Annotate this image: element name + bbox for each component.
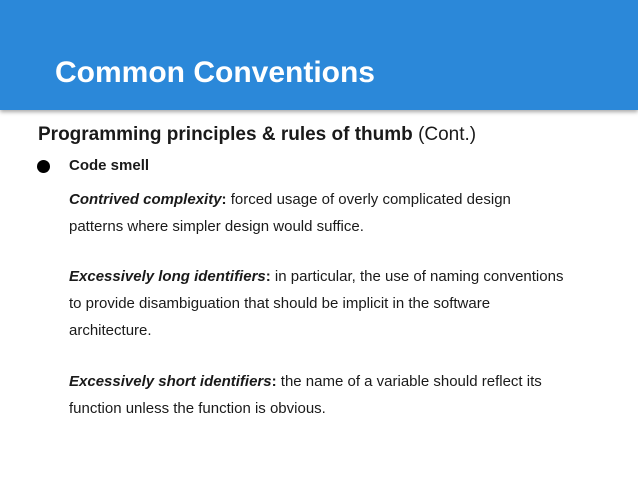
bullet-dot-icon xyxy=(37,160,50,173)
slide-subtitle xyxy=(38,124,476,146)
bullet-label: Code smell xyxy=(69,157,150,174)
paragraph-text: forced usage of overly complicated design xyxy=(226,191,511,208)
paragraph-line: architecture. xyxy=(69,322,152,339)
paragraph-term: Excessively short identifiers xyxy=(69,373,272,390)
paragraph-line xyxy=(69,186,511,213)
paragraph-term: Excessively long identifiers xyxy=(69,268,266,285)
title-bar xyxy=(0,0,638,110)
paragraph-contrived-complexity xyxy=(69,186,511,240)
paragraph-line xyxy=(69,368,542,395)
term-separator: : xyxy=(221,191,227,208)
paragraph-short-identifiers xyxy=(69,368,542,422)
paragraph-line: to provide disambiguation that should be implicit in the software xyxy=(69,295,491,312)
paragraph-text: the name of a variable should reflect its xyxy=(276,373,542,390)
paragraph-line: patterns where simpler design would suffice. xyxy=(69,218,364,235)
term-separator: : xyxy=(265,268,271,285)
paragraph-long-identifiers xyxy=(69,263,563,344)
subtitle-strong: Programming principles & rules of thumb xyxy=(38,124,413,145)
slide-title: Common Conventions xyxy=(55,56,375,89)
paragraph-term: Contrived complexity xyxy=(69,191,222,208)
subtitle-normal: (Cont.) xyxy=(418,124,477,145)
paragraph-text: in particular, the use of naming conventions xyxy=(270,268,564,285)
term-separator: : xyxy=(271,373,277,390)
paragraph-line: function unless the function is obvious. xyxy=(69,400,326,417)
paragraph-line xyxy=(69,263,563,290)
